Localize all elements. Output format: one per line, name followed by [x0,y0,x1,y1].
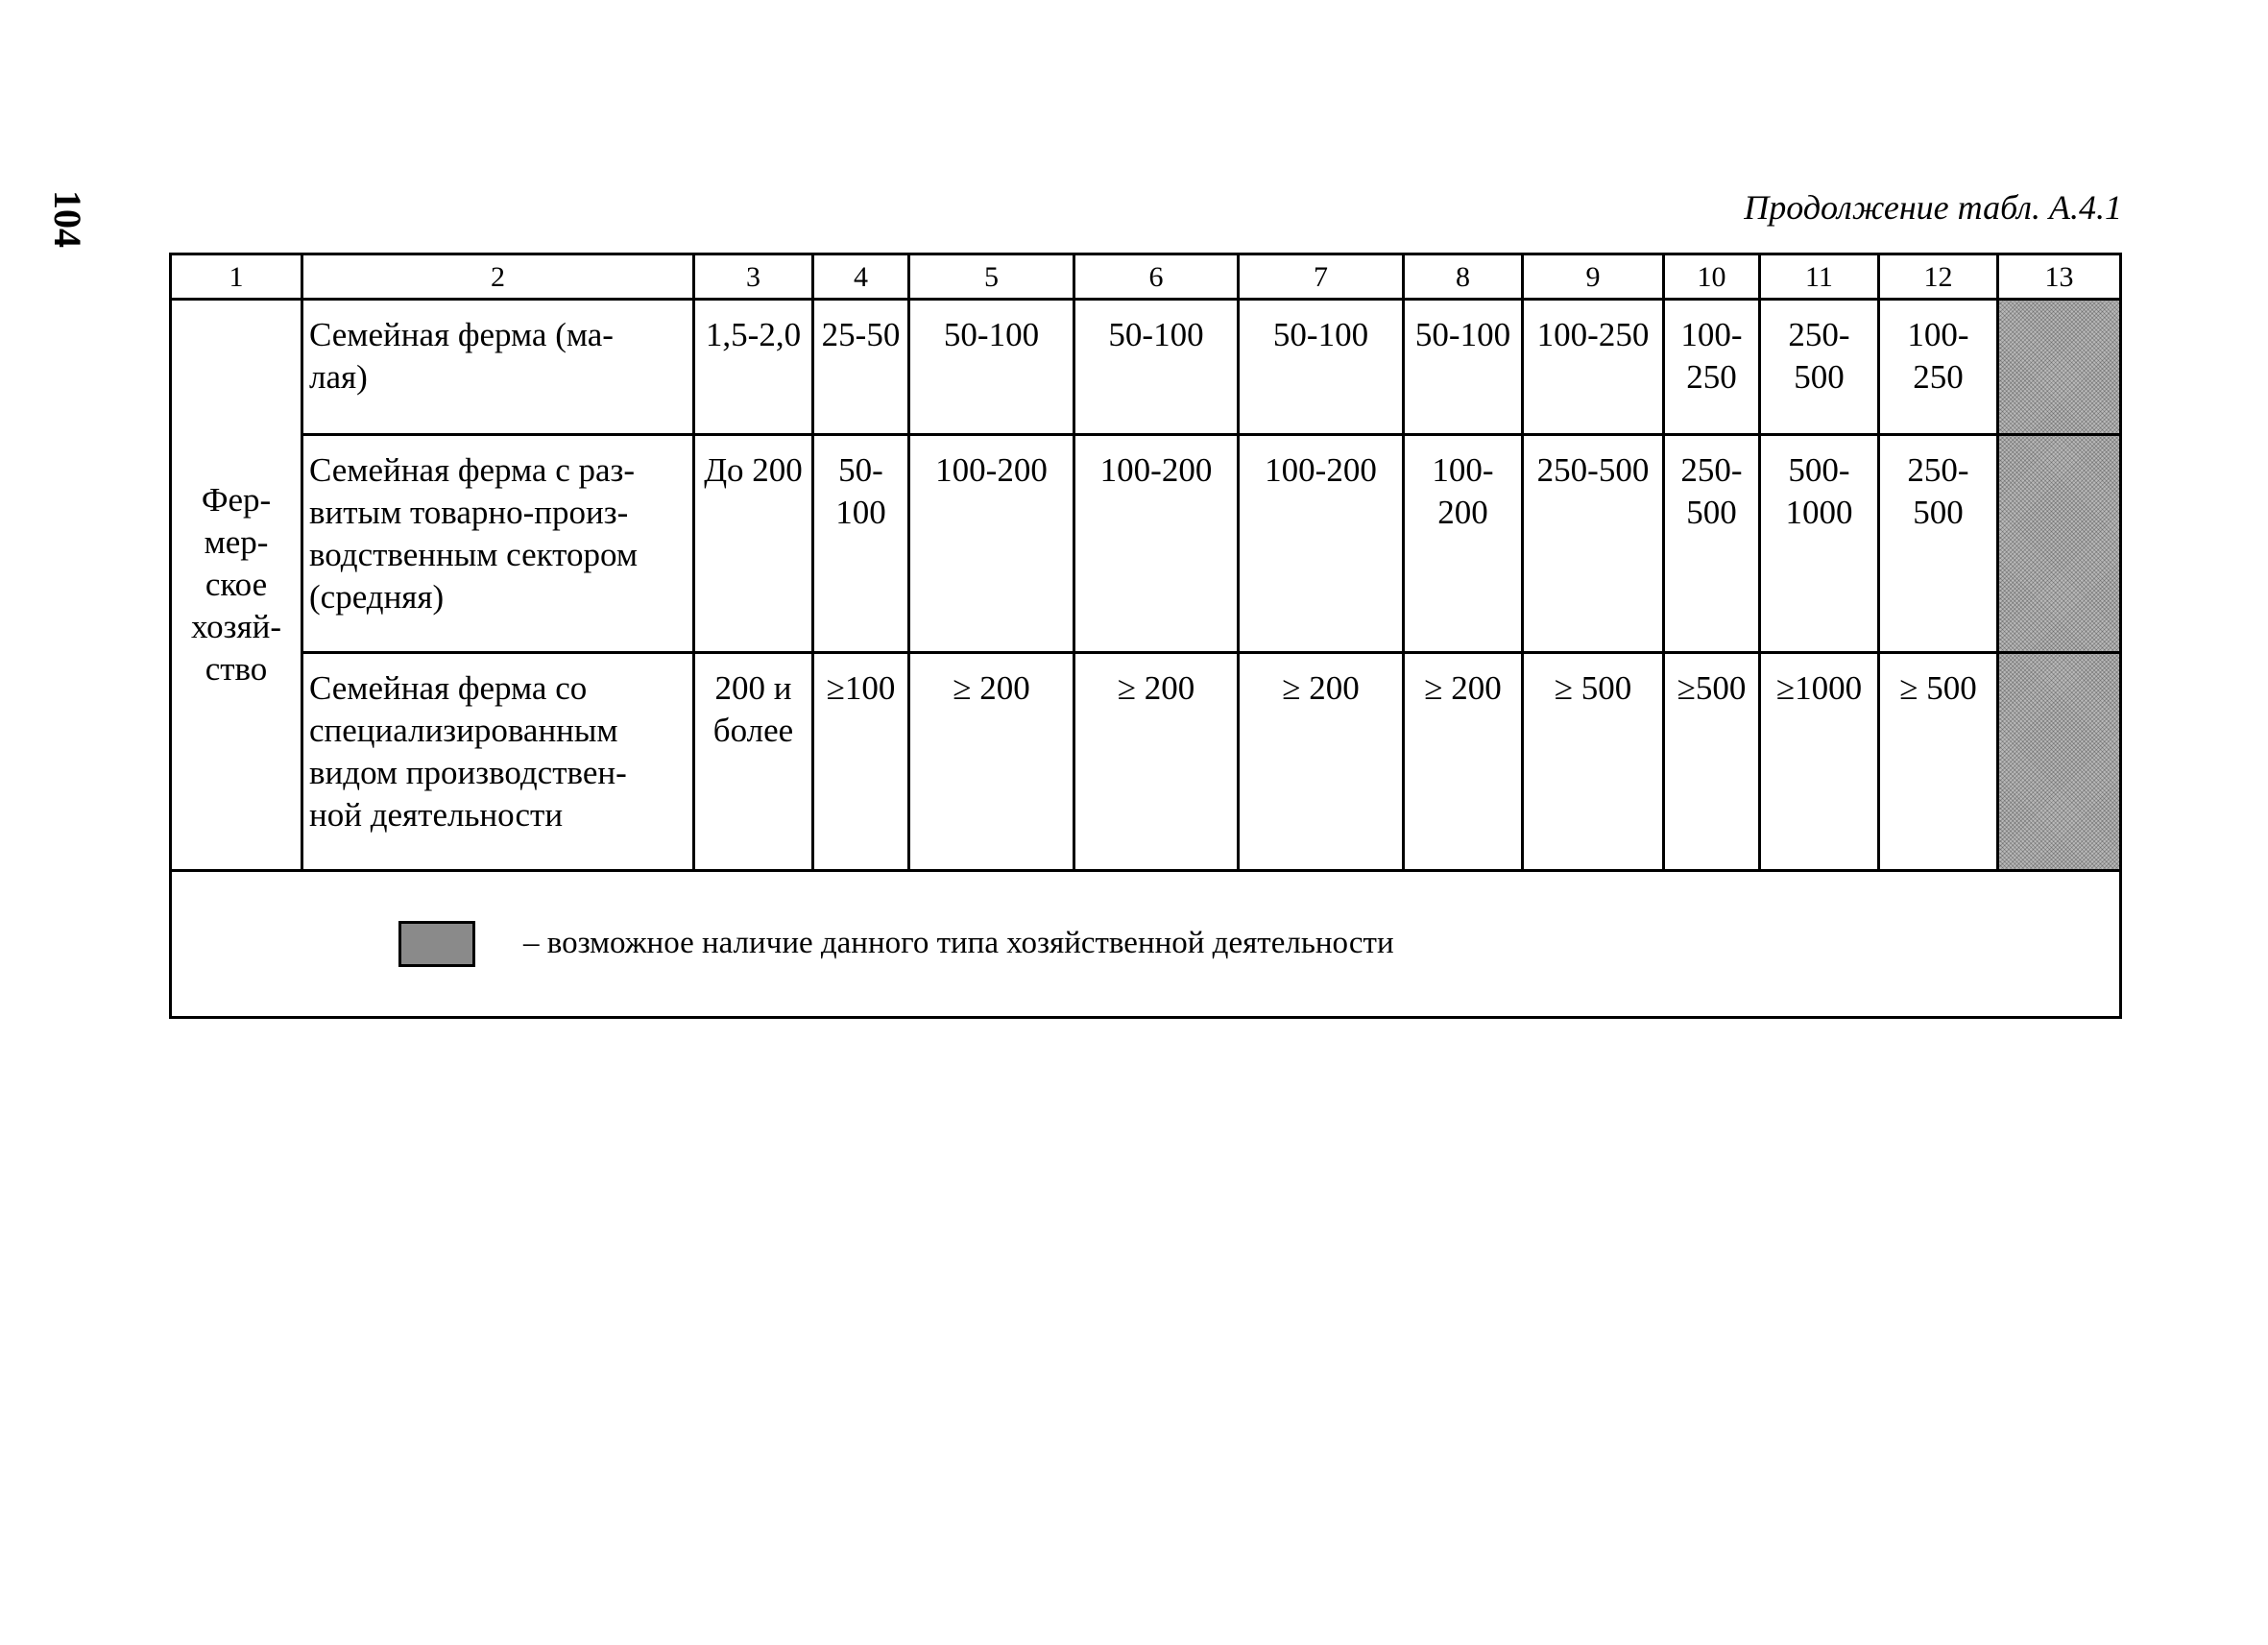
column-header: 13 [1998,254,2121,300]
value-line: 1000 [1785,494,1853,531]
value-line: 50-100 [1272,316,1369,353]
value-cell [1664,653,1760,871]
value-cell [1879,653,1998,871]
value-line: 50-100 [1108,316,1204,353]
column-header: 1 [171,254,302,300]
value-line: ≥ 200 [1424,669,1502,707]
value-cell [909,435,1074,653]
value-line: ≥ 200 [1117,669,1195,707]
table-row [171,653,2121,871]
value-line: 100- [1907,316,1969,353]
column-header: 11 [1760,254,1879,300]
value-line: 100- [1432,451,1494,489]
value-line: 50-100 [1414,316,1511,353]
value-line: 500 [1686,494,1737,531]
legend-row [171,871,2121,1018]
value-line: ≥100 [826,669,896,707]
value-line: 100-200 [1265,451,1377,489]
value-line: 100- [1680,316,1743,353]
value-line: 25-50 [821,316,901,353]
page-number: 104 [46,190,89,248]
value-cell [813,653,909,871]
row-name-cell [302,653,694,871]
value-cell [1664,300,1760,435]
legend-swatch [398,921,475,967]
column-header: 4 [813,254,909,300]
value-line: 250- [1907,451,1969,489]
value-cell [1239,653,1404,871]
row-name-line: водственным сектором [309,536,639,573]
value-line: 200 [1437,494,1488,531]
row-name-line: Семейная ферма со [309,669,588,707]
row-name-line: ной деятельности [309,796,564,834]
value-line: ≥500 [1677,669,1747,707]
column-header: 5 [909,254,1074,300]
shaded-cell [1998,653,2121,871]
group-label-line: мер- [204,523,269,561]
group-label-line: ское [205,566,268,603]
value-cell [694,653,813,871]
table-caption: Продолжение табл. А.4.1 [1744,188,2122,227]
value-cell [1404,435,1523,653]
value-cell [694,300,813,435]
value-cell [1664,435,1760,653]
row-name-line: специализированным [309,712,618,749]
value-line: 500 [1794,358,1845,396]
value-line: До 200 [704,451,803,489]
value-cell [1760,435,1879,653]
value-cell [1879,300,1998,435]
value-line: 100-200 [935,451,1048,489]
value-cell [1239,435,1404,653]
value-cell [1879,435,1998,653]
group-label-line: ство [205,650,268,688]
table-row [171,300,2121,435]
value-cell [909,300,1074,435]
value-line: 200 и [714,669,792,707]
shaded-cell [1998,300,2121,435]
table-row [171,435,2121,653]
value-line: ≥ 500 [1899,669,1977,707]
shaded-cell [1998,435,2121,653]
value-line: 100 [835,494,886,531]
value-line: ≥ 200 [953,669,1030,707]
value-line: 250-500 [1536,451,1650,489]
row-name-line: (средняя) [309,578,445,616]
value-cell [694,435,813,653]
value-cell [1404,653,1523,871]
legend [172,872,2119,1016]
column-header: 10 [1664,254,1760,300]
data-table [169,253,2122,1019]
value-line: ≥1000 [1775,669,1863,707]
legend-cell [171,871,2121,1018]
row-name-line: лая) [309,358,368,396]
value-cell [1074,300,1239,435]
column-header: 3 [694,254,813,300]
group-label-line: хозяй- [191,608,281,645]
value-line: 100-200 [1099,451,1213,489]
row-name-line: Семейная ферма с раз- [309,451,636,489]
value-cell [909,653,1074,871]
column-header: 6 [1074,254,1239,300]
value-line: 250- [1680,451,1743,489]
row-name-line: видом производствен- [309,754,627,791]
value-cell [1523,435,1664,653]
value-cell [1760,653,1879,871]
value-line: ≥ 200 [1282,669,1360,707]
value-cell [1239,300,1404,435]
value-line: более [712,712,794,749]
value-line: 50-100 [943,316,1040,353]
value-line: 100-250 [1536,316,1650,353]
value-line: 500 [1913,494,1964,531]
value-line: 1,5-2,0 [705,316,802,353]
column-header: 9 [1523,254,1664,300]
value-cell [1074,435,1239,653]
value-line: 250- [1788,316,1850,353]
value-cell [1523,653,1664,871]
column-header: 8 [1404,254,1523,300]
value-line: 250 [1686,358,1737,396]
column-header: 2 [302,254,694,300]
row-name-cell [302,435,694,653]
value-cell [813,300,909,435]
row-name-line: витым товарно-произ- [309,494,629,531]
value-cell [1760,300,1879,435]
value-cell [1523,300,1664,435]
row-name-line: Семейная ферма (ма- [309,316,614,353]
value-line: 50- [838,451,883,489]
value-cell [1074,653,1239,871]
value-line: 500- [1788,451,1850,489]
header-row [171,254,2121,300]
value-cell [1404,300,1523,435]
group-label-cell [171,300,302,871]
column-header: 7 [1239,254,1404,300]
column-header: 12 [1879,254,1998,300]
value-cell [813,435,909,653]
value-line: ≥ 500 [1554,669,1632,707]
row-name-cell [302,300,694,435]
legend-text: – возможное наличие данного типа хозяйственной деятельности [523,926,1394,960]
group-label-line: Фер- [201,481,272,519]
value-line: 250 [1913,358,1964,396]
